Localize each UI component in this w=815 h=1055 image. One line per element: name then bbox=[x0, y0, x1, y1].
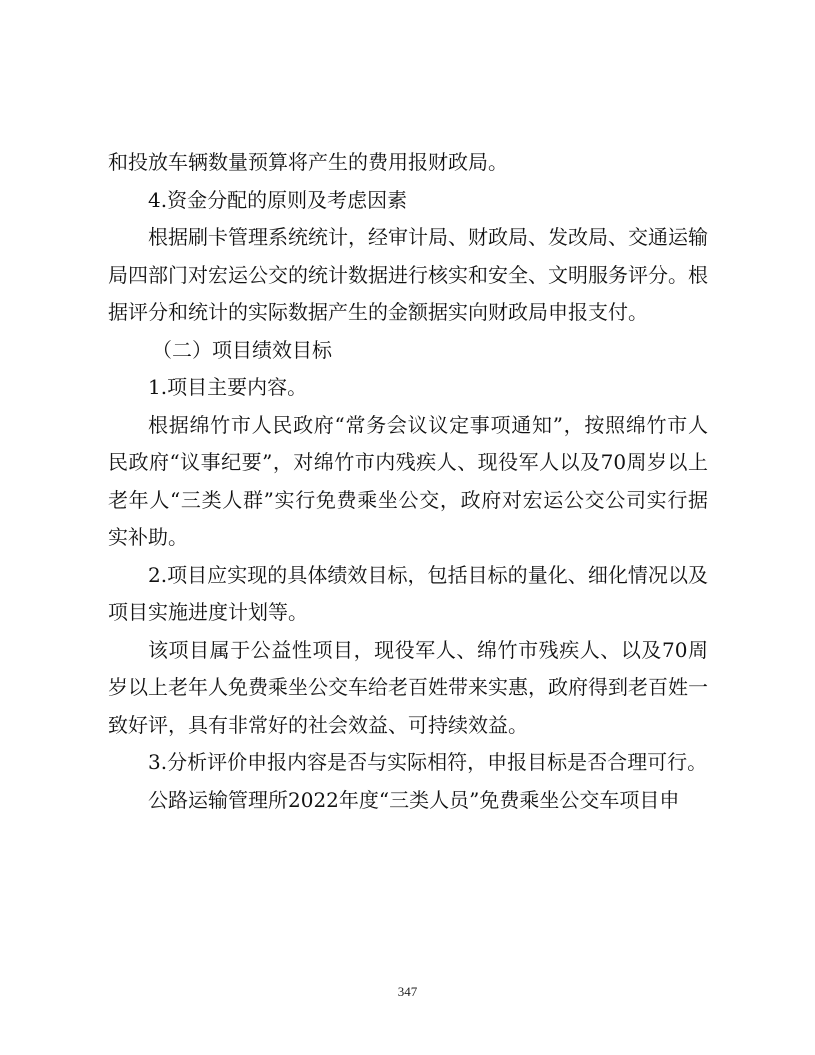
section-heading-performance-goals: （二）项目绩效目标 bbox=[152, 337, 332, 362]
subheading-main-content: 1.项目主要内容。 bbox=[148, 375, 308, 399]
subheading-evaluation: 3.分析评价申报内容是否与实际相符，申报目标是否合理可行。 bbox=[148, 750, 708, 774]
paragraph-continuation: 和投放车辆数量预算将产生的费用报财政局。 bbox=[108, 150, 508, 174]
subheading-specific-goals: 2.项目应实现的具体绩效目标，包括目标的量化、细化情况以及项目实施进度计划等。 bbox=[108, 562, 708, 624]
paragraph-public-benefit: 该项目属于公益性项目，现役军人、绵竹市残疾人、以及70周岁以上老年人免费乘坐公交车给老百姓带来实惠，政府得到老百姓一致好评，具有非常好的社会效益、可持续效益。 bbox=[108, 637, 708, 737]
paragraph-project-declaration: 公路运输管理所2022年度“三类人员”免费乘坐公交车项目申 bbox=[148, 787, 680, 812]
paragraph-main-content: 根据绵竹市人民政府“常务会议议定事项通知”，按照绵竹市人民政府“议事纪要”，对绵竹市内残疾人、现役军人以及70周岁以上老年人“三类人群”实行免费乘坐公交，政府对宏运公交公司实行据实补助。 bbox=[108, 412, 708, 549]
section-heading-fund-allocation: 4.资金分配的原则及考虑因素 bbox=[148, 187, 408, 212]
paragraph-fund-allocation: 根据刷卡管理系统统计，经审计局、财政局、发改局、交通运输局四部门对宏运公交的统计数据进行核实和安全、文明服务评分。根据评分和统计的实际数据产生的金额据实向财政局申报支付。 bbox=[108, 225, 708, 324]
page-number: 347 bbox=[397, 984, 418, 999]
document-body bbox=[108, 144, 708, 819]
